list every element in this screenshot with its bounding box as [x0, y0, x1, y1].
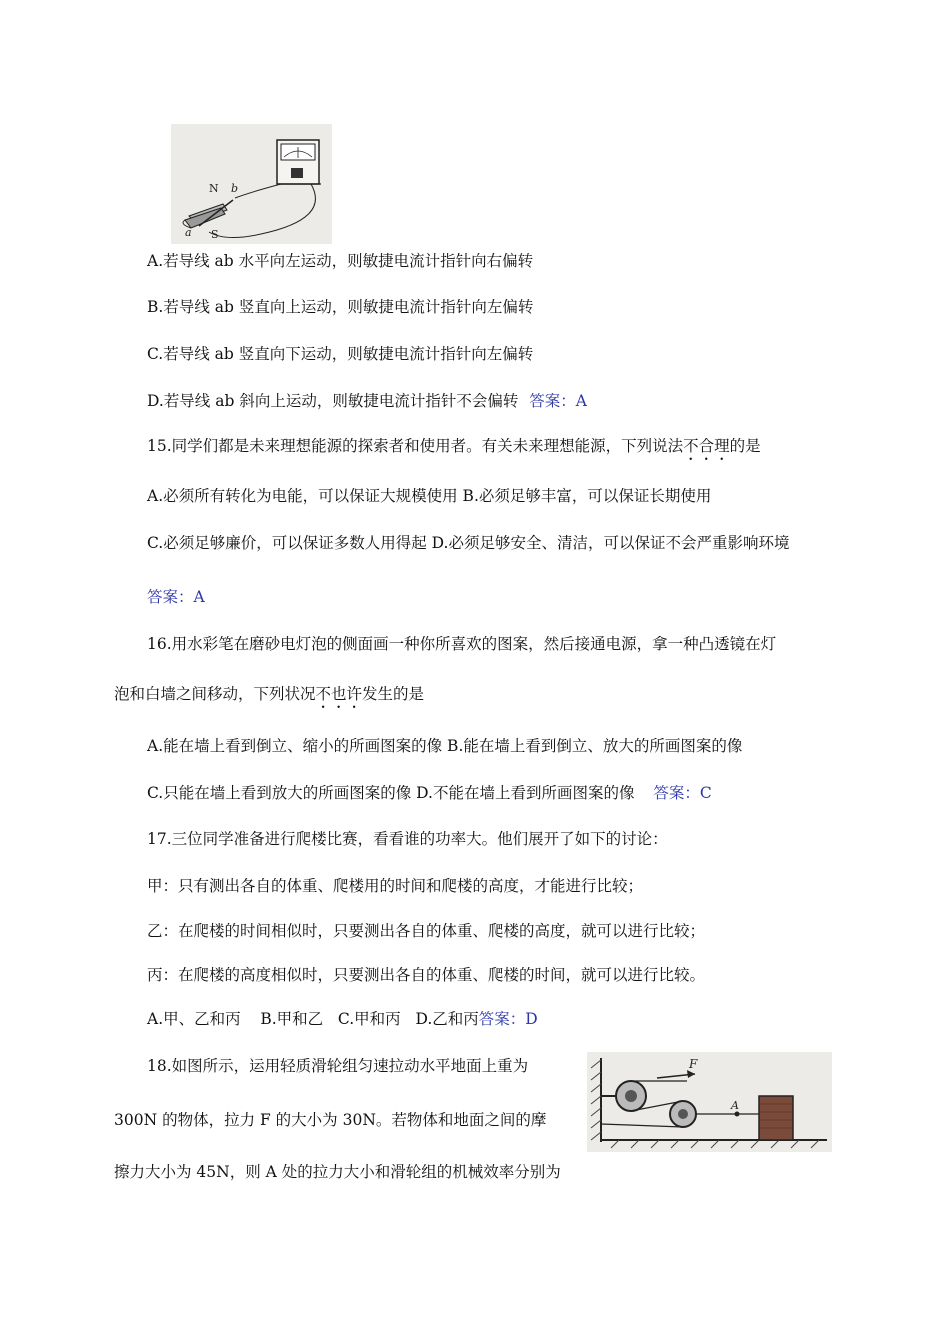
q17-bing: 丙：在爬楼的高度相似时，只要测出各自的体重、爬楼的时间，就可以进行比较。	[147, 966, 706, 984]
q17-answer: 答案：D	[478, 1010, 538, 1028]
q16-emphasis: 不也许	[315, 685, 363, 703]
pulley-figure	[587, 1052, 832, 1152]
figure-label-a: a	[185, 226, 192, 239]
q15-answer: 答案：A	[147, 588, 205, 606]
q15-options-cd: C.必须足够廉价，可以保证多数人用得起 D.必须足够安全、清洁，可以保证不会严重影响环境	[147, 534, 790, 552]
figure-label-n: N	[209, 182, 219, 195]
q14-option-c: C.若导线 ab 竖直向下运动，则敏捷电流计指针向左偏转	[147, 345, 534, 363]
q18-line3: 擦力大小为 45N，则 A 处的拉力大小和滑轮组的机械效率分别为	[114, 1163, 561, 1181]
q15-options-ab: A.必须所有转化为电能，可以保证大规模使用 B.必须足够丰富，可以保证长期使用	[147, 487, 712, 505]
q16-stem-text: 泡和白墙之间移动，下列状况	[114, 685, 316, 703]
q18-line2: 300N 的物体，拉力 F 的大小为 30N。若物体和地面之间的摩	[114, 1111, 547, 1129]
q17-stem: 17.三位同学准备进行爬楼比赛，看看谁的功率大。他们展开了如下的讨论：	[147, 830, 668, 848]
figure-label-a: A	[731, 1099, 739, 1112]
q16-stem-line2	[114, 684, 424, 712]
q18-line1: 18.如图所示，运用轻质滑轮组匀速拉动水平地面上重为	[147, 1057, 529, 1075]
q14-option-d: D.若导线 ab 斜向上运动，则敏捷电流计指针不会偏转	[147, 392, 519, 410]
galvanometer-figure	[171, 124, 332, 244]
pulley-diagram	[587, 1052, 832, 1152]
figure-label-s: S	[211, 228, 219, 241]
q16-options-cd: C.只能在墙上看到放大的所画图案的像 D.不能在墙上看到所画图案的像	[147, 784, 635, 802]
q14-option-a: A.若导线 ab 水平向左运动，则敏捷电流计指针向右偏转	[147, 252, 534, 270]
q16-options-cd-row	[147, 783, 712, 803]
q17-options-row	[147, 1009, 538, 1029]
q14-option-d-row	[147, 391, 587, 411]
q14-answer: 答案：A	[529, 392, 587, 410]
q15-stem	[147, 436, 761, 464]
galvanometer-diagram	[171, 124, 332, 244]
q15-stem-suffix: 的是	[729, 437, 761, 455]
q14-option-b: B.若导线 ab 竖直向上运动，则敏捷电流计指针向左偏转	[147, 298, 534, 316]
q16-answer: 答案：C	[653, 784, 712, 802]
q17-jia: 甲：只有测出各自的体重、爬楼用的时间和爬楼的高度，才能进行比较；	[147, 877, 644, 895]
q17-options: A.甲、乙和丙 B.甲和乙 C.甲和丙 D.乙和丙	[147, 1010, 479, 1028]
q16-stem-line1: 16.用水彩笔在磨砂电灯泡的侧面画一种你所喜欢的图案，然后接通电源，拿一种凸透镜在灯	[147, 635, 777, 653]
q17-yi: 乙：在爬楼的时间相似时，只要测出各自的体重、爬楼的高度，就可以进行比较；	[147, 922, 706, 940]
q15-emphasis: 不合理	[683, 437, 730, 455]
q15-stem-text: 15.同学们都是未来理想能源的探索者和使用者。有关未来理想能源，下列说法	[147, 437, 684, 455]
figure-label-b: b	[231, 182, 239, 195]
q16-options-ab: A.能在墙上看到倒立、缩小的所画图案的像 B.能在墙上看到倒立、放大的所画图案的像	[147, 737, 743, 755]
figure-label-f: F	[689, 1057, 698, 1071]
q16-stem-suffix: 发生的是	[362, 685, 425, 703]
